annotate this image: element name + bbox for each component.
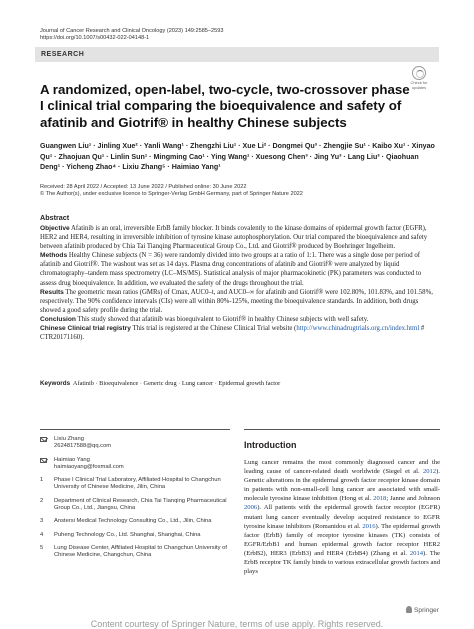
abstract-registry [40,324,438,342]
reference-link[interactable]: 2012 [422,468,437,476]
doi-link[interactable]: https://doi.org/10.1007/s00432-022-04148-1 [40,35,150,42]
conclusion-text: This study showed that afatinib was bioequivalent to Giotrif® in healthy Chinese subjects with well safety. [77,315,369,323]
results-label: Results [40,288,64,296]
journal-citation: Journal of Cancer Research and Clinical Oncology (2023) 149:2585–2593 [40,28,224,34]
registry-link[interactable]: http://www.chinadrugtrials.org.cn/index.html [296,325,420,333]
keywords-text: Afatinib · Bioequivalence · Generic drug · Lung cancer · Epidermal growth factor [72,380,281,387]
introduction-text [244,458,440,576]
affiliation-2 [40,498,230,513]
objective-label: Objective [40,225,70,232]
conclusion-label: Conclusion [40,315,76,323]
registry-tail: # CTR20171160). [40,325,425,342]
author-notes [40,429,230,566]
reference-link[interactable]: 2014 [409,549,424,557]
intro-text-part: ). Genetic alterations in the epidermal growth factor receptor kinase domain in patients with non-small-cell lung cancer are associated with small-molecule tyrosine kinase inhibition (Hong et al. [244,468,440,503]
reference-link[interactable]: 2018 [373,495,387,503]
intro-text-part: ). The epidermal growth factor (ErbB) family of receptor tyrosine kinases (TK) consists of EGFR/ErbB1 and human epidermal growth factor receptor HER2 (ErbB2), HER3 (ErbB3) and HER4 (ErbB4) (Zhang et al. [244,522,440,557]
affiliation-text: Phase I Clinical Trial Laboratory, Affiliated Hospital to Changchun University of Chinese Medicine, Jilin, China [54,477,221,491]
envelope-icon [40,458,47,463]
publication-dates [40,184,440,199]
registry-label: Chinese Clinical trial registry [40,325,131,333]
history-dates: Received: 28 April 2022 / Accepted: 13 June 2022 / Published online: 30 June 2022 [40,184,247,190]
registry-text: This trial is registered at the Chinese Clinical Trial website ( [132,325,297,333]
methods-label: Methods [40,252,68,260]
contact-1 [40,436,230,451]
affiliation-number: 2 [40,497,44,504]
contact-name: Lixiu Zhang [54,436,84,442]
affiliation-number: 1 [40,477,44,484]
check-updates-label: Check for updates [410,80,428,90]
article-title: A randomized, open-label, two-cycle, two-crossover phase I clinical trial comparing the bioequivalence and safety of afatinib and Giotrif® in healthy Chinese subjects [40,82,410,130]
affiliation-text: Anstersi Medical Technology Consulting Co., Ltd., Jilin, China [54,518,212,525]
envelope-icon [40,437,47,442]
abstract-conclusion [40,315,438,324]
affiliation-4 [40,532,230,539]
affiliation-1 [40,477,230,492]
courtesy-footer: Content courtesy of Springer Nature, terms of use apply. Rights reserved. [90,619,384,629]
author-list: Guangwen Liu¹ · Jinling Xue² · Yanli Wang¹ · Zhengzhi Liu¹ · Xue Li² · Dongmei Qu³ · Zhengjie Su¹ · Kaibo Xu¹ · Xinyao Qu¹ · Zhaojuan Qu¹ · Linlin Sun¹ · Mingming Cao¹ · Ying Wang¹ · Xuesong Chen³ · Jing Yu³ · Lang Liu³ · Qiaohuan Deng¹ · Yicheng Zhao⁴ · Lixiu Zhang⁵ · Haimiao Yang¹ [40,142,435,172]
journal-header [40,28,223,43]
reference-link[interactable]: 2016 [362,522,376,530]
abstract-objective [40,224,438,251]
keywords-label: Keywords [40,380,71,387]
affiliation-text: Puheng Technology Co., Ltd. Shanghai, Shanghai, China [54,531,201,538]
intro-text-part: ). All patients with the epidermal growth factor receptor (EGFR) mutant lung cancer eventually develop acquired resistance to EGFR tyrosine kinase inhibitors (Romanidou et al. [244,504,440,530]
contact-2 [40,457,230,472]
intro-text-part: ; Janne and Johnson [386,495,440,503]
affiliation-3 [40,518,230,525]
intro-text-part: ). The ErbB receptor TK family binds to various extracellular growth factors and plays [244,549,440,576]
affiliation-number: 4 [40,531,44,538]
affiliation-text: Lung Disease Center, Affiliated Hospital to Changchun University of Chinese Medicine, Changchun, China [54,544,227,559]
introduction-section [244,429,440,576]
affiliation-number: 5 [40,544,44,551]
objective-text: Afatinib is an oral, irreversible ErbB family blocker. It binds covalently to the kinase domains of epidermal growth factor (EGFR), HER2 and HER4, resulting in irreversible inhibition of tyrosine kinase autophosphorylation. Our trial compared the bioequivalence and safety between afatinib produced by Chia Tai Tianqing Pharmaceutical Group Co., Ltd. and Giotrif® produced by Boehringer Ingelheim. [40,225,428,251]
abstract-heading: Abstract [40,213,70,222]
introduction-heading: Introduction [244,440,297,450]
intro-text-part: Lung cancer remains the most commonly diagnosed cancer and the leading cause of cancer-related death worldwide (Siegel et al. [244,459,440,476]
affiliation-5 [40,545,230,560]
springer-horse-icon [406,606,412,613]
reference-link[interactable]: 2006 [244,504,258,512]
section-label: RESEARCH [41,50,85,58]
publisher-name: Springer [414,607,439,614]
abstract-methods [40,251,438,287]
contact-email[interactable]: haimiaoyang@foxmail.com [54,463,124,470]
check-updates-icon [412,66,426,80]
section-bar [35,47,439,62]
abstract-results [40,288,438,315]
publisher-logo [406,606,439,614]
keywords [40,380,440,387]
contact-name: Haimiao Yang [54,456,90,463]
affiliation-text: Department of Clinical Research, Chia Tai Tianqing Pharmaceutical Group Co., Ltd., Jiangsu, China [54,497,227,512]
copyright-line: © The Author(s), under exclusive licence to Springer-Verlag GmbH Germany, part of Springer Nature 2022 [40,191,303,198]
results-text: The geometric mean ratios (GMRs) of Cmax, AUC0–t, and AUC0–∞ for afatinib and Giotrif® were 102.80%, 101.83%, and 101.58%, respectively. The 90% confidence intervals (CIs) were all within 80%-125%, meeting the bioequivalence standards. In addition, both drugs showed a good safety profile during the trial. [40,288,433,314]
abstract [40,213,438,342]
methods-text: Healthy Chinese subjects (N = 36) were randomly divided into two groups at a ratio of 1:1. There was a single dose per period of afatinib and Giotrif®. The washout was set as 14 days. Plasma drug concentrations of afatinib and Giotrif® were analyzed by liquid chromatography–tandem mass spectrometry (LC–MS/MS). Statistical analysis of major pharmacokinetic (PK) parameters was conducted to assess drug bioequivalence. In addition, we evaluated the safety of the drugs throughout the trial. [40,252,422,287]
affiliation-number: 3 [40,518,44,525]
contact-email[interactable]: 2624817588@qq.com [54,443,112,450]
